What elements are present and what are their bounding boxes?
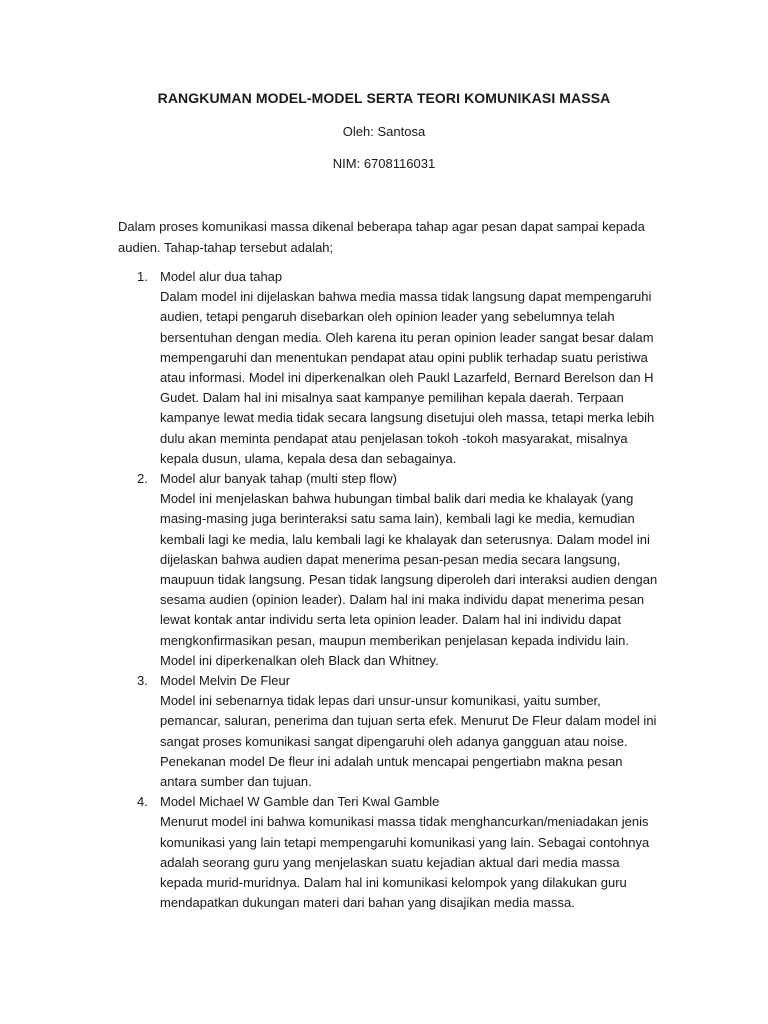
list-item — [118, 469, 658, 671]
document-title: RANGKUMAN MODEL-MODEL SERTA TEORI KOMUNIKASI MASSA — [157, 90, 611, 106]
list-item-number: 3. — [137, 673, 148, 689]
list-item — [118, 267, 658, 469]
list-item-number: 2. — [137, 471, 148, 487]
document-author: Oleh: Santosa — [342, 124, 426, 139]
list-item-title: Model Michael W Gamble dan Teri Kwal Gamble — [160, 794, 440, 810]
list-item-title: Model Melvin De Fleur — [160, 673, 291, 689]
list-item-body: Menurut model ini bahwa komunikasi massa tidak menghancurkan/meniadakan jenis komunikasi yang lain tetapi mempengaruhi komunikasi yang lain. Sebagai contohnya adalah seorang guru yang menjelaskan suatu kejadian aktual dari media massa kepada murid-muridnya. Dalam hal ini komunikasi kelompok yang dilakukan guru mendapatkan dukungan materi dari bahan yang disajikan media massa. — [160, 814, 650, 911]
intro-paragraph: Dalam proses komunikasi massa dikenal beberapa tahap agar pesan dapat sampai kepada audien. Tahap-tahap tersebut adalah; — [118, 219, 645, 255]
list-item-body: Model ini sebenarnya tidak lepas dari unsur-unsur komunikasi, yaitu sumber, pemancar, saluran, penerima dan tujuan serta efek. Menurut De Fleur dalam model ini sangat proses komunikasi sangat dipengaruhi oleh adanya gangguan atau noise. Penekanan model De fleur ini adalah untuk mencapai pengertiabn makna pesan antara sumber dan tujuan. — [160, 693, 657, 790]
model-list — [118, 267, 658, 914]
list-item-title: Model alur dua tahap — [160, 269, 283, 284]
document-nim: NIM: 6708116031 — [332, 156, 436, 171]
list-item-title: Model alur banyak tahap (multi step flow) — [160, 471, 398, 487]
list-item-number: 4. — [137, 794, 148, 810]
list-item — [118, 792, 658, 913]
list-item-body: Model ini menjelaskan bahwa hubungan timbal balik dari media ke khalayak (yang masing-masing juga berinteraksi satu sama lain), kembali lagi ke media, kemudian kembali lagi ke media, lalu kembali lagi ke khalayak dan seterusnya. Dalam model ini dijelaskan bahwa audien dapat menerima pesan-pesan media secara langsung, maupuun tidak langsung. Pesan tidak langsung diperoleh dari interaksi audien dengan sesama audien (opinion leader). Dalam hal ini maka individu dapat menerima pesan lewat kontak antar individu serta leta opinion leader. Dalam hal ini individu dapat mengkonfirmasikan pesan, maupun memberikan penjelasan kepada individu lain. Model ini diperkenalkan oleh Black dan Whitney. — [160, 491, 658, 668]
list-item-body: Dalam model ini dijelaskan bahwa media massa tidak langsung dapat mempengaruhi audien, tetapi pengaruh disebarkan oleh opinion leader yang sebelumnya telah bersentuhan dengan media. Oleh karena itu peran opinion leader sangat besar dalam mempengaruhi dan menentukan pendapat atau opini publik terhadap suatu peristiwa atau informasi. Model ini diperkenalkan oleh Paukl Lazarfeld, Bernard Berelson dan H Gudet. Dalam hal ini misalnya saat kampanye pemilihan kepala daerah. Terpaan kampanye lewat media tidak secara langsung disetujui oleh massa, tetapi merka lebih dulu akan meminta pendapat atau penjelasan tokoh -tokoh masyarakat, misalnya kepala dusun, ulama, kepala desa dan sebagainya. — [160, 289, 655, 466]
list-item — [118, 671, 658, 792]
list-item-number: 1. — [137, 269, 148, 284]
